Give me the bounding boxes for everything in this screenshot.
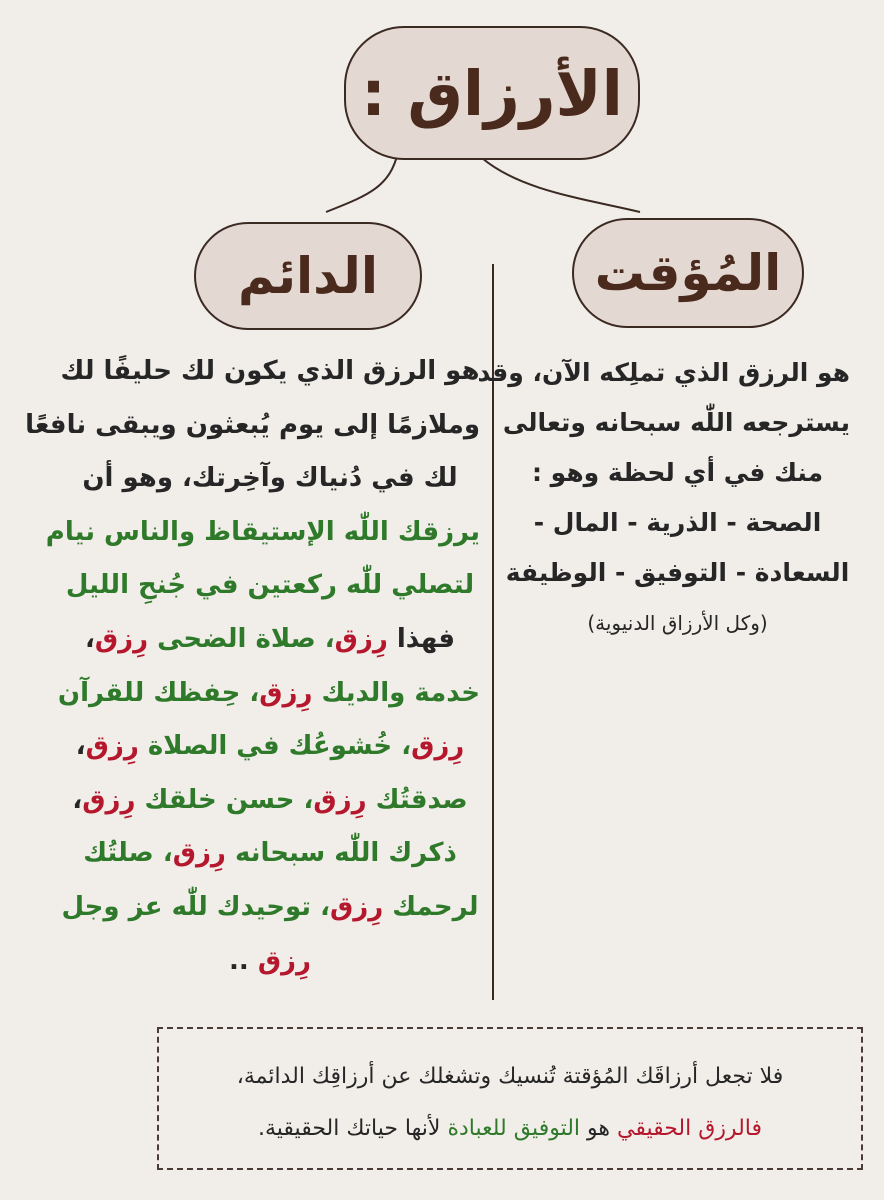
conclusion-box [157, 1027, 863, 1170]
rizq-word: رِزق [259, 677, 313, 708]
temporary-note: (وكل الأرزاق الدنيوية) [587, 611, 768, 635]
text-segment: ، حسن خلقك [135, 784, 314, 815]
permanent-line [60, 559, 480, 613]
text-segment: ، [72, 784, 83, 815]
temporary-line: هو الرزق الذي تملِكه الآن، وقد [477, 358, 850, 387]
permanent-line [60, 827, 480, 881]
rizq-word: فالرزق الحقيقي [617, 1116, 762, 1141]
text-segment: صدقتُك [366, 784, 468, 815]
rizq-word: رِزق [94, 623, 149, 654]
conclusion-line-2 [159, 1103, 861, 1155]
rizq-word: رِزق [329, 891, 384, 922]
rizq-word: رِزق [172, 838, 226, 869]
permanent-heading-pill [194, 222, 422, 330]
text-segment: ، [75, 731, 86, 762]
temporary-line: الصحة - الذرية - المال - [533, 508, 822, 537]
temporary-heading: المُؤقت [594, 244, 782, 302]
rizq-word: رِزق [82, 784, 136, 815]
permanent-heading: الدائم [238, 247, 378, 305]
rizq-word: رِزق [334, 623, 388, 654]
text-segment: ، توحيدك للّٰه عز وجل [61, 891, 330, 922]
text-segment: خدمة والديك [312, 677, 480, 708]
permanent-line [60, 345, 480, 399]
permanent-line [60, 613, 480, 667]
text-segment: ذكرك اللّٰه سبحانه [225, 838, 457, 869]
connector-left [326, 152, 398, 212]
text-segment: ، خُشوعُك في الصلاة [138, 731, 412, 762]
permanent-line [60, 452, 480, 506]
permanent-line [25, 399, 480, 453]
text-segment: وملازمًا إلى يوم يُبعثون ويبقى نافعًا [25, 409, 480, 440]
rizq-word: رِزق [257, 945, 311, 976]
temporary-heading-pill [572, 218, 804, 328]
permanent-line [45, 506, 480, 560]
temporary-line: منك في أي لحظة وهو : [531, 458, 824, 487]
text-segment: فهذا [387, 623, 456, 654]
text-segment: التوفيق للعبادة [447, 1116, 581, 1141]
connector-right [482, 158, 640, 212]
text-segment: لرحمك [383, 891, 479, 922]
text-segment: هو الرزق الذي يكون لك حليفًا لك [60, 356, 480, 386]
text-segment: هو [580, 1116, 617, 1141]
text-segment: لتصلي للّٰه ركعتين في جُنحِ الليل [65, 570, 475, 601]
temporary-line: يسترجعه اللّٰه سبحانه وتعالى [502, 408, 850, 437]
text-segment: .. [229, 945, 258, 976]
page-title: الأرزاق : [361, 56, 623, 130]
text-segment: ، صلاة الضحى [148, 623, 335, 654]
text-segment: لك في دُنياك وآخِرتك، وهو أن [82, 463, 458, 494]
text-segment: يرزقك اللّٰه الإستيقاظ والناس نيام [45, 516, 480, 547]
rizq-word: رِزق [85, 731, 139, 762]
rizq-word: رِزق [313, 784, 367, 815]
title-pill [344, 26, 640, 160]
temporary-description [477, 348, 850, 648]
conclusion-line-1: فلا تجعل أرزاقَك المُؤقتة تُنسيك وتشغلك عن أرزاقِك الدائمة، [236, 1064, 784, 1089]
rizq-word: رِزق [411, 731, 465, 762]
permanent-line [57, 667, 480, 721]
temporary-line: السعادة - التوفيق - الوظيفة [505, 558, 850, 587]
text-segment: ، صلتُك [83, 838, 173, 869]
permanent-description [25, 345, 480, 988]
permanent-line [60, 720, 480, 774]
text-segment: ، [84, 623, 95, 654]
permanent-line [60, 935, 480, 989]
permanent-line [60, 881, 480, 935]
permanent-line [60, 774, 480, 828]
text-segment: ، حِفظك للقرآن [57, 677, 260, 708]
text-segment: لأنها حياتك الحقيقية. [258, 1116, 448, 1141]
